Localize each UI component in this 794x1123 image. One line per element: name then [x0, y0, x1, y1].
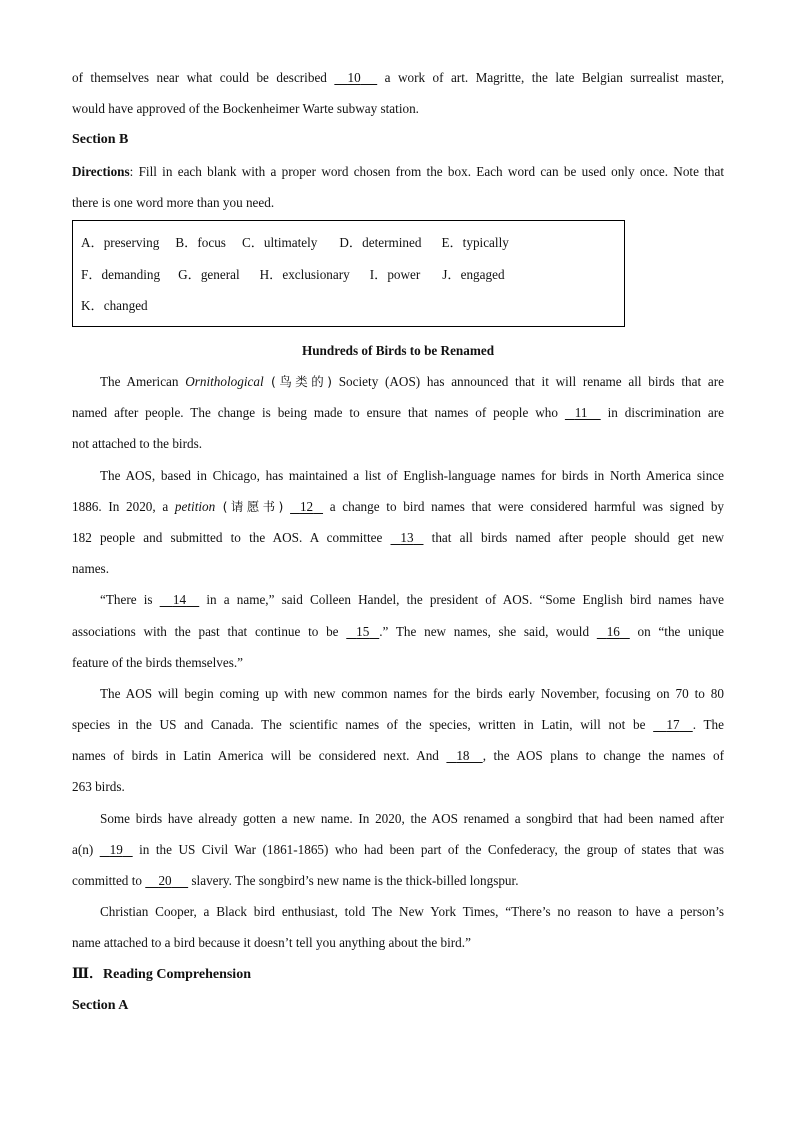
blank-12: 12: [299, 498, 314, 514]
section-b-heading: Section B: [72, 132, 129, 148]
word-bank-row: [81, 259, 616, 291]
text-line: “There is 14 in a name,” said Colleen Handel, the president of AOS. “Some English bird names have: [72, 584, 724, 615]
blank-11: 11: [574, 405, 588, 421]
text-line: a(n) 19 in the US Civil War (1861-1865) who had been part of the Confederacy, the group of states that was: [72, 834, 724, 865]
document-page: [72, 62, 724, 1021]
directions-line: Directions: Fill in each blank with a proper word chosen from the box. Each word can be used only once. Note that: [72, 163, 724, 179]
text-line: feature of the birds themselves.”: [72, 654, 244, 670]
blank-19: 19: [109, 841, 123, 857]
blank-18: 18: [456, 748, 470, 764]
text-line: name attached to a bird because it doesn’t tell you anything about the bird.”: [72, 935, 471, 951]
text-line: of themselves near what could be described 10 a work of art. Magritte, the late Belgian surrealist master,: [72, 62, 724, 93]
word-option: F．demanding: [81, 266, 161, 282]
blank-16: 16: [606, 623, 620, 639]
section-a-heading: Section A: [72, 997, 129, 1013]
text-line: 182 people and submitted to the AOS. A committee 13 that all birds named after people should get new: [72, 522, 724, 553]
text-line: The American Ornithological (鸟类的) Society (AOS) has announced that it will rename all birds that are: [100, 373, 724, 389]
word-bank-row: [81, 290, 616, 322]
word-option: K．changed: [81, 298, 148, 314]
word-option: A．preserving: [81, 234, 160, 250]
text-line: The AOS, based in Chicago, has maintained a list of English-language names for birds in North America since: [100, 467, 724, 483]
blank-10: 10: [347, 70, 361, 85]
word-option: G．general: [178, 266, 240, 282]
word-option: E．typically: [441, 234, 509, 250]
word-option: C．ultimately: [241, 234, 318, 250]
text-line: names.: [72, 561, 109, 577]
text-line: species in the US and Canada. The scientific names of the species, written in Latin, will not be 17 . The: [72, 709, 724, 740]
article-title: Hundreds of Birds to be Renamed: [301, 342, 495, 358]
text-line: not attached to the birds.: [72, 436, 203, 452]
text-line: associations with the past that continue to be 15 .” The new names, she said, would 16 on “the unique: [72, 616, 724, 647]
directions-line: there is one word more than you need.: [72, 194, 275, 210]
text-line: 1886. In 2020, a petition (请愿书) 12 a change to bird names that were considered harmful was signed by: [72, 491, 724, 522]
text-line: 263 birds.: [72, 779, 125, 795]
blank-17: 17: [666, 717, 680, 733]
blank-14: 14: [172, 592, 187, 608]
word-option: D．determined: [339, 234, 422, 250]
word-bank-row: [81, 227, 616, 259]
blank-13: 13: [400, 529, 414, 545]
part-three-heading: Ⅲ．Reading Comprehension: [72, 966, 251, 982]
word-bank-box: [72, 220, 625, 327]
word-option: J．engaged: [442, 266, 505, 282]
text-line: names of birds in Latin America will be considered next. And 18 , the AOS plans to change the names of: [72, 740, 724, 771]
text-line: committed to 20 slavery. The songbird’s new name is the thick-billed longspur.: [72, 865, 724, 896]
text-line: named after people. The change is being made to ensure that names of people who 11 in discrimination are: [72, 397, 724, 428]
text-line: Some birds have already gotten a new name. In 2020, the AOS renamed a songbird that had been named after: [100, 810, 724, 826]
blank-20: 20: [158, 873, 172, 889]
word-option: H．exclusionary: [259, 266, 350, 282]
word-option: I．power: [369, 266, 421, 282]
text-line: The AOS will begin coming up with new common names for the birds early November, focusing on 70 to 80: [100, 685, 724, 701]
word-option: B．focus: [175, 234, 226, 250]
text-line: Christian Cooper, a Black bird enthusiast, told The New York Times, “There’s no reason to have a person’s: [100, 904, 724, 920]
text-line: would have approved of the Bockenheimer Warte subway station.: [72, 101, 419, 117]
blank-15: 15: [356, 623, 370, 639]
